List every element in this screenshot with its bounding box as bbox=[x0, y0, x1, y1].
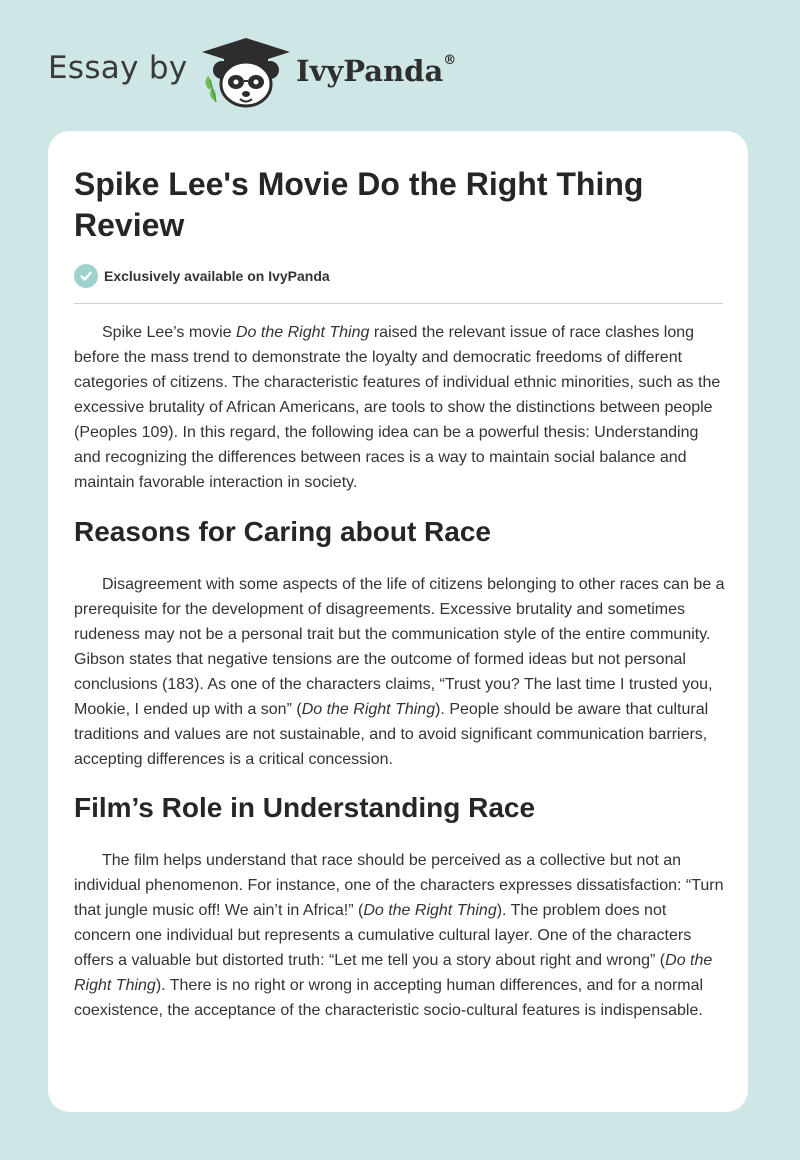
intro-paragraph bbox=[74, 320, 726, 495]
film-role-text-3: ). There is no right or wrong in accepting human differences, and for a normal coexistence, the acceptance of the characteristic socio-cultural features is indispensable. bbox=[74, 977, 704, 1019]
section-heading-film-role: Film’s Role in Understanding Race bbox=[74, 792, 536, 823]
check-icon bbox=[74, 264, 98, 288]
film-title: Do the Right Thing bbox=[363, 902, 497, 919]
film-role-text-2: ). The problem does not concern one individual but represents a cumulative cultural layer. One of the characters offers a valuable but distorted truth: “Let me tell you a story about right and wrong” ( bbox=[74, 902, 692, 969]
brand-text: IvyPanda bbox=[296, 54, 444, 88]
film-title: Do the Right Thing bbox=[74, 952, 713, 994]
exclusive-badge bbox=[74, 264, 330, 288]
essay-by-label: Essay by bbox=[48, 50, 188, 86]
reasons-text-2: ). People should be aware that cultural traditions and values are not sustainable, and to avoid significant communication barriers, accepting differences is a critical concession. bbox=[74, 701, 709, 768]
divider bbox=[74, 303, 723, 304]
film-title: Do the Right Thing bbox=[236, 324, 370, 341]
essay-card bbox=[48, 131, 748, 1112]
registered-mark: ® bbox=[443, 53, 457, 69]
film-role-text-1: The film helps understand that race should be perceived as a collective but not an individual phenomenon. For instance, one of the characters expresses dissatisfaction: “Turn that jungle music off! We ain’t in Africa!” ( bbox=[74, 852, 724, 919]
panda-graduate-icon[interactable] bbox=[200, 36, 292, 110]
brand-name[interactable] bbox=[296, 54, 456, 88]
film-role-paragraph bbox=[74, 848, 726, 1023]
film-title: Do the Right Thing bbox=[301, 701, 436, 718]
section-heading-reasons: Reasons for Caring about Race bbox=[74, 516, 491, 547]
page-title: Spike Lee's Movie Do the Right Thing Review bbox=[74, 166, 644, 243]
reasons-paragraph bbox=[74, 572, 726, 772]
intro-text-1: Spike Lee’s movie bbox=[102, 324, 236, 341]
reasons-text-1: Disagreement with some aspects of the life of citizens belonging to other races can be a prerequisite for the development of disagreements. Excessive brutality and sometimes rudeness may not be a personal trait but the communication style of the entire community. Gibson states that negative tensions are the outcome of formed ideas but not personal conclusions (183). As one of the characters claims, “Trust you? The last time I trusted you, Mookie, I ended up with a son” ( bbox=[74, 576, 725, 718]
site-header bbox=[0, 0, 800, 130]
badge-label: Exclusively available on IvyPanda bbox=[104, 268, 330, 284]
intro-text-2: raised the relevant issue of race clashes long before the mass trend to demonstrate the loyalty and democratic freedoms of different categories of citizens. The characteristic features of individual ethnic minorities, such as the excessive brutality of African Americans, are tools to show the distinctions between people (Peoples 109). In this regard, the following idea can be a powerful thesis: Understanding and recognizing the differences between races is a way to maintain social balance and maintain favorable interaction in society. bbox=[74, 324, 721, 491]
